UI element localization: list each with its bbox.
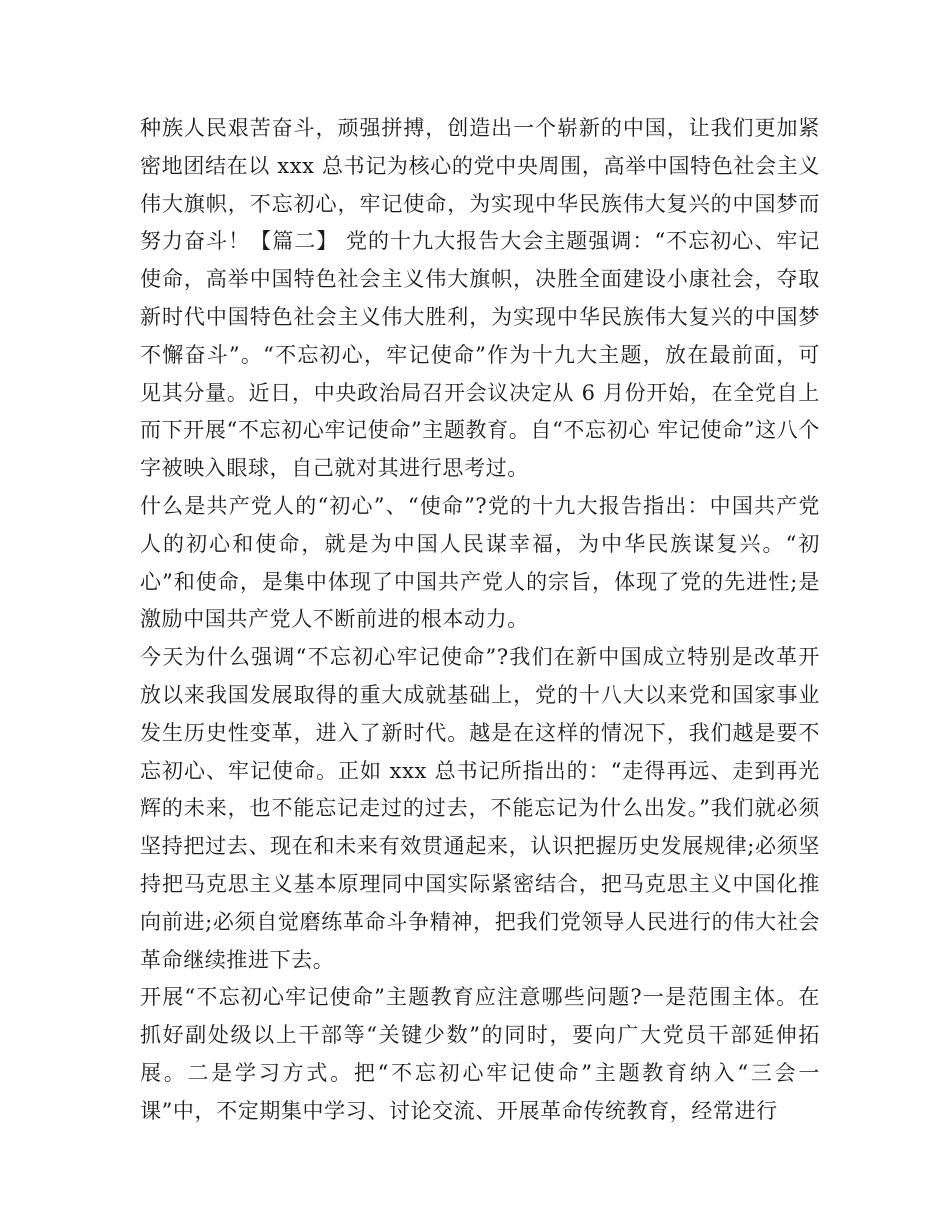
document-body <box>140 110 820 1131</box>
paragraph-4: 开展“不忘初心牢记使命”主题教育应注意哪些问题?一是范围主体。在抓好副处级以上干部等“关键少数”的同时，要向广大党员干部延伸拓展。二是学习方式。把“不忘初心牢记使命”主题教育纳入“三会一课”中，不定期集中学习、讨论交流、开展革命传统教育，经常进行 <box>140 985 820 1123</box>
paragraph-1: 种族人民艰苦奋斗，顽强拼搏，创造出一个崭新的中国，让我们更加紧密地团结在以 xxx 总书记为核心的党中央周围，高举中国特色社会主义伟大旗帜，不忘初心，牢记使命，为实现中华民族伟大复兴的中国梦而努力奋斗！【篇二】 党的十九大报告大会主题强调：“不忘初心、牢记使命，高举中国特色社会主义伟大旗帜，决胜全面建设小康社会，夺取新时代中国特色社会主义伟大胜利，为实现中华民族伟大复兴的中国梦不懈奋斗”。“不忘初心，牢记使命”作为十九大主题，放在最前面，可见其分量。近日，中央政治局召开会议决定从 6 月份开始，在全党自上而下开展“不忘初心牢记使命”主题教育。自“不忘初心 牢记使命”这八个字被映入眼球，自己就对其进行思考过。 <box>140 116 820 481</box>
paragraph-3: 今天为什么强调“不忘初心牢记使命”?我们在新中国成立特别是改革开放以来我国发展取得的重大成就基础上，党的十八大以来党和国家事业发生历史性变革，进入了新时代。越是在这样的情况下，我们越是要不忘初心、牢记使命。正如 xxx 总书记所指出的：“走得再远、走到再光辉的未来，也不能忘记走过的过去，不能忘记为什么出发。”我们就必须坚持把过去、现在和未来有效贯通起来，认识把握历史发展规律;必须坚持把马克思主义基本原理同中国实际紧密结合，把马克思主义中国化推向前进;必须自觉磨练革命斗争精神，把我们党领导人民进行的伟大社会革命继续推进下去。 <box>140 645 820 972</box>
paragraph-2: 什么是共产党人的“初心”、“使命”?党的十九大报告指出：中国共产党人的初心和使命，就是为中国人民谋幸福，为中华民族谋复兴。“初心”和使命，是集中体现了中国共产党人的宗旨，体现了党的先进性;是激励中国共产党人不断前进的根本动力。 <box>140 493 820 632</box>
